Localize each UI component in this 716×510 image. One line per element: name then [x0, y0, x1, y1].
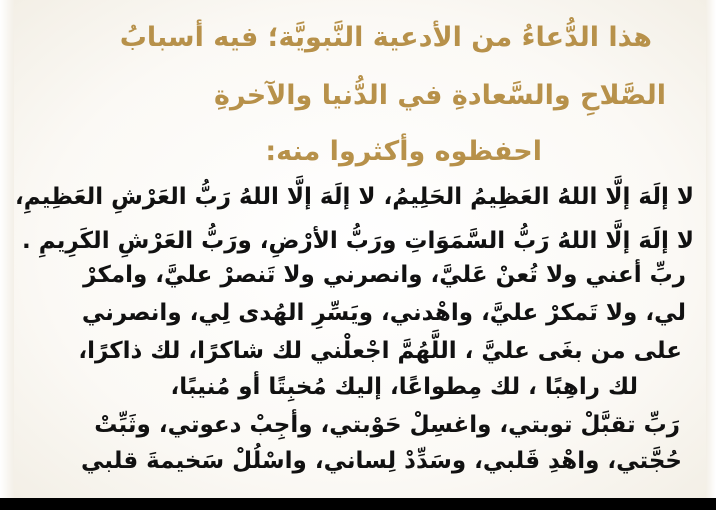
- dua-line-8: حُجَّتي، واهْدِ قَلبي، وسَدِّدْ لِساني، واسْلُلْ سَخيمةَ قلبي: [81, 448, 682, 474]
- dua-line-3: ربِّ أعني ولا تُعنْ عَليَّ، وانصرني ولا تَنصرْ عليَّ، وامكرْ: [83, 262, 686, 288]
- dua-card: [14, 0, 706, 498]
- intro-line-3: احفظوه وأكثروا منه:: [265, 136, 542, 167]
- dua-line-1: لا إلَهَ إلَّا اللهُ العَظِيمُ الحَلِيمُ، لا إلَهَ إلَّا اللهُ رَبُّ العَرْشِ العَظِيمِ،: [15, 184, 694, 210]
- intro-line-1: هذا الدُّعاءُ من الأدعية النَّبويَّة؛ فيه أسبابُ: [119, 22, 652, 53]
- right-frame-edge: [706, 0, 716, 498]
- dua-line-5: على من بغَى عليَّ ، اللَّهُمَّ اجْعلْني لك شاكرًا، لك ذاكرًا،: [78, 338, 682, 364]
- dua-line-4: لي، ولا تَمكرْ عليَّ، واهْدني، ويَسِّرِ الهُدى لِي، وانصرني: [81, 300, 686, 326]
- dua-line-6: لك راهِبًا ، لك مِطواعًا، إليك مُخبِتًا أو مُنيبًا،: [170, 374, 638, 400]
- left-frame-edge: [0, 0, 14, 498]
- dua-line-2: لا إلَهَ إلَّا اللهُ رَبُّ السَّمَوَاتِ ورَبُّ الأرْضِ، ورَبُّ العَرْشِ الكَرِيمِ .: [21, 228, 694, 254]
- intro-line-2: الصَّلاحِ والسَّعادةِ في الدُّنيا والآخرةِ: [214, 80, 666, 111]
- dua-line-7: رَبِّ تقبَّلْ توبتي، واغسِلْ حَوْبتي، وأجِبْ دعوتي، وثَبِّتْ: [94, 412, 680, 438]
- bottom-frame-edge: [0, 498, 716, 510]
